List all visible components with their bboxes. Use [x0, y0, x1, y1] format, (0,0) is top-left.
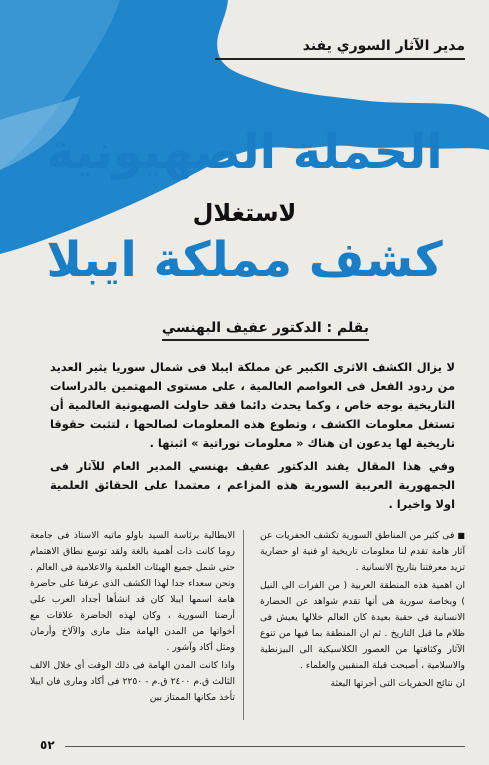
- lead-paragraph: وفي هذا المقال يفند الدكتور عفيف بهنسي المدير العام للآثار فى الجمهورية العربية السورية هذه المزاعم ، معتمدا على الحقائق العلمية اولا واخيرا .: [50, 459, 455, 511]
- square-bullet-icon: ■: [457, 531, 466, 540]
- column-divider: [243, 530, 244, 720]
- article-kicker: مدير الآثار السوري يفند: [215, 38, 465, 60]
- headline-line-2: لاستغلال: [192, 199, 297, 227]
- page-number: ٥٢: [40, 738, 55, 752]
- body-paragraph: ان اهمية هذه المنطقة العربية ( من الفرات الى النيل ) وبخاصة سورية هى أنها تقدم شواهد عن الحضارة الانسانية فى حقبة بعيدة كان العالم خلالها يعيش فى ظلام ما قبل التاريخ . ثم ان المنطقة بما فيها من تنوع الآثار وكثافتها من العصور الكلاسيكية الى البيزنطية والاسلامية ، أصبحت قبلة المنقبين والعلماء .: [260, 580, 465, 671]
- footer-rule: [65, 746, 465, 747]
- article-lead: [50, 358, 455, 514]
- body-column-right: [260, 528, 465, 694]
- body-paragraph-text: فى كثير من المناطق السورية تكشف الحفريات عن آثار هامة تقدم لنا معلومات تاريخية او فنية او حضارية تزيد معرفتنا بتاريخ الانسانية .: [260, 530, 465, 573]
- headline-line-1: الحملة الصهيونية: [46, 124, 443, 180]
- body-paragraph: ان نتائج الحفريات التى أجرتها البعثة: [330, 678, 465, 689]
- lead-paragraph: لا يزال الكشف الاثرى الكبير عن مملكة ايبلا فى شمال سوريا يثير العديد من ردود الفعل فى العواصم العالمية ، على مستوى المهتمين بالدراسات التاريخية بوجه خاص ، وكما يحدث دائما فقد حاولت الصهيونية العالمية أن تستغل معلومات الكشف ، وتطوع هذه المعلومات لصالحها ، لتثبت حقوقا تاريخية لها يدعون ان هناك « معلومات توراتية » اثبتها .: [50, 360, 455, 450]
- body-column-left: [30, 528, 235, 708]
- author-byline: بقلم : الدكتور عفيف البهنسي: [162, 320, 369, 341]
- headline-line-3: كشف مملكة ايبلا: [46, 232, 443, 288]
- body-paragraph: [260, 528, 465, 576]
- body-paragraph: واذا كانت المدن الهامة فى ذلك الوقت أى خلال الالف الثالث ق.م ٢٤٠٠ ق.م - ٢٢٥٠ فى أكاد ومارى فان ايبلا تأخذ مكانها الممتاز بين: [30, 660, 235, 703]
- body-paragraph: الايطالية برئاسة السيد باولو ماتيه الاستاذ فى جامعة روما كانت ذات أهمية بالغة ولقد توسع نطاق الاهتمام حتى شمل جميع الهيئات العلمية والاعلامية فى العالم . ونحن سعداء جدا لهذا الكشف الذى عرفنا على حاضرة هامة اسمها ايبلا كان قد انشأها أجداد العرب على أرضنا السورية ، وكان لهذه الحاضرة علاقات مع أخواتها من المدن الهامة مثل مارى والآلاخ وأرمان ومثل أكاد وآشور .: [30, 530, 235, 653]
